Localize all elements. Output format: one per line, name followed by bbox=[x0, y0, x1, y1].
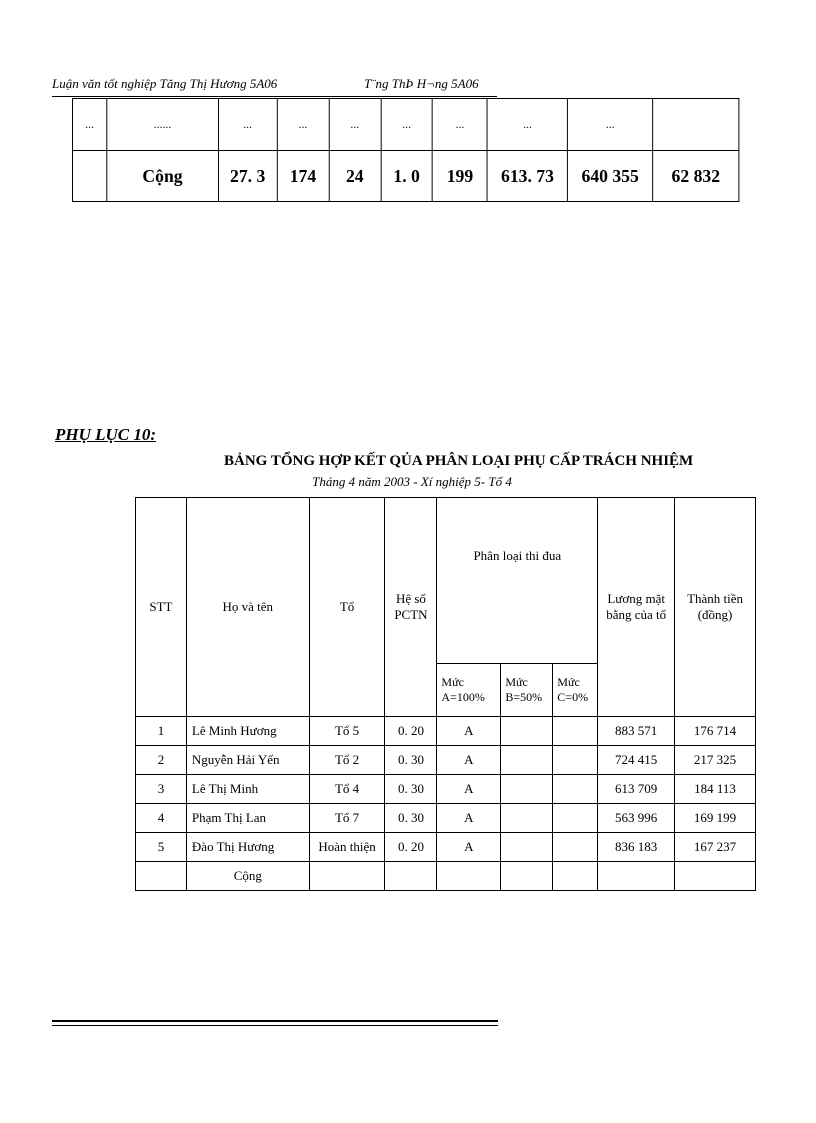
table-row bbox=[136, 717, 756, 746]
cell-team: Tổ 4 bbox=[309, 775, 385, 804]
table-cell: 199 bbox=[433, 151, 488, 202]
cell-amount: 169 199 bbox=[675, 804, 756, 833]
cell-stt: 5 bbox=[136, 833, 187, 862]
table-cell bbox=[598, 862, 675, 891]
header-ranking: Phân loại thi đua bbox=[437, 498, 598, 664]
table-title: BẢNG TỔNG HỢP KẾT QỦA PHÂN LOẠI PHỤ CẤP TRÁCH NHIỆM bbox=[224, 453, 694, 469]
cell-amount: 167 237 bbox=[675, 833, 756, 862]
table-cell: 1. 0 bbox=[381, 151, 433, 202]
table-cell bbox=[385, 862, 437, 891]
cell-level-a: A bbox=[437, 717, 501, 746]
table-subtitle: Tháng 4 năm 2003 - Xí nghiệp 5- Tổ 4 bbox=[312, 474, 512, 489]
cell-level-c bbox=[553, 804, 598, 833]
table-cell bbox=[309, 862, 385, 891]
continuation-table bbox=[72, 98, 739, 202]
cell-stt: 2 bbox=[136, 746, 187, 775]
cell-level-c bbox=[553, 717, 598, 746]
header-divider bbox=[52, 96, 497, 97]
cell-salary: 563 996 bbox=[598, 804, 675, 833]
table-cell: ... bbox=[381, 99, 433, 151]
header-left-text: Luận văn tốt nghiệp Tăng Thị Hương 5A06 bbox=[52, 76, 278, 91]
cell-level-b bbox=[501, 804, 553, 833]
table-cell: ... bbox=[329, 99, 381, 151]
total-label: Cộng bbox=[107, 151, 219, 202]
table-cell: ... bbox=[568, 99, 653, 151]
header-coef: Hệ số PCTN bbox=[385, 498, 437, 717]
table-cell bbox=[501, 862, 553, 891]
cell-coef: 0. 20 bbox=[385, 717, 437, 746]
cell-name: Lê Minh Hương bbox=[186, 717, 309, 746]
cell-level-a: A bbox=[437, 833, 501, 862]
cell-team: Tổ 2 bbox=[309, 746, 385, 775]
cell-salary: 883 571 bbox=[598, 717, 675, 746]
cell-level-b bbox=[501, 833, 553, 862]
table-row bbox=[136, 833, 756, 862]
header-right-text: T¨ng ThÞ H¬ng 5A06 bbox=[364, 76, 479, 91]
cell-level-c bbox=[553, 746, 598, 775]
table-cell: ... bbox=[72, 99, 106, 151]
table-row bbox=[136, 746, 756, 775]
cell-name: Đào Thị Hương bbox=[186, 833, 309, 862]
table-cell bbox=[136, 862, 187, 891]
cell-level-a: A bbox=[437, 775, 501, 804]
appendix-label: PHỤ LỤC 10: bbox=[55, 425, 157, 444]
table-cell: 24 bbox=[329, 151, 381, 202]
total-label: Cộng bbox=[186, 862, 309, 891]
header-level-b: Mức B=50% bbox=[501, 664, 553, 717]
table-cell: 62 832 bbox=[653, 151, 739, 202]
cell-level-a: A bbox=[437, 746, 501, 775]
table-cell: ... bbox=[433, 99, 488, 151]
header-row bbox=[136, 498, 756, 664]
table-cell bbox=[675, 862, 756, 891]
table-row bbox=[136, 775, 756, 804]
cell-level-b bbox=[501, 775, 553, 804]
total-row bbox=[136, 862, 756, 891]
cell-coef: 0. 30 bbox=[385, 775, 437, 804]
footer-divider bbox=[52, 1020, 498, 1026]
cell-name: Phạm Thị Lan bbox=[186, 804, 309, 833]
cell-coef: 0. 20 bbox=[385, 833, 437, 862]
cell-stt: 1 bbox=[136, 717, 187, 746]
cell-team: Hoàn thiện bbox=[309, 833, 385, 862]
table-cell bbox=[653, 99, 739, 151]
table-cell: 613. 73 bbox=[487, 151, 567, 202]
cell-salary: 724 415 bbox=[598, 746, 675, 775]
cell-team: Tổ 5 bbox=[309, 717, 385, 746]
header-salary: Lương mặt bằng của tổ bbox=[598, 498, 675, 717]
cell-team: Tổ 7 bbox=[309, 804, 385, 833]
table-cell: ... bbox=[487, 99, 567, 151]
table-cell bbox=[72, 151, 106, 202]
cell-level-b bbox=[501, 717, 553, 746]
header-stt: STT bbox=[136, 498, 187, 717]
header-level-c: Mức C=0% bbox=[553, 664, 598, 717]
header-amount: Thành tiền (đồng) bbox=[675, 498, 756, 717]
cell-level-a: A bbox=[437, 804, 501, 833]
cell-level-c bbox=[553, 775, 598, 804]
cell-coef: 0. 30 bbox=[385, 746, 437, 775]
header-team: Tổ bbox=[309, 498, 385, 717]
cell-salary: 836 183 bbox=[598, 833, 675, 862]
total-row bbox=[72, 151, 738, 202]
cell-amount: 217 325 bbox=[675, 746, 756, 775]
cell-salary: 613 709 bbox=[598, 775, 675, 804]
table-cell bbox=[437, 862, 501, 891]
header-name: Họ và tên bbox=[186, 498, 309, 717]
cell-stt: 3 bbox=[136, 775, 187, 804]
table-cell bbox=[553, 862, 598, 891]
cell-name: Lê Thị Minh bbox=[186, 775, 309, 804]
table-cell: 174 bbox=[277, 151, 329, 202]
table-row bbox=[72, 99, 738, 151]
cell-amount: 176 714 bbox=[675, 717, 756, 746]
cell-amount: 184 113 bbox=[675, 775, 756, 804]
table-cell: 640 355 bbox=[568, 151, 653, 202]
cell-level-b bbox=[501, 746, 553, 775]
cell-name: Nguyễn Hải Yến bbox=[186, 746, 309, 775]
cell-coef: 0. 30 bbox=[385, 804, 437, 833]
table-cell: ... bbox=[277, 99, 329, 151]
table-row bbox=[136, 804, 756, 833]
header-level-a: Mức A=100% bbox=[437, 664, 501, 717]
cell-level-c bbox=[553, 833, 598, 862]
allowance-table bbox=[135, 497, 756, 891]
table-cell: 27. 3 bbox=[218, 151, 277, 202]
table-cell: ... bbox=[218, 99, 277, 151]
cell-stt: 4 bbox=[136, 804, 187, 833]
table-cell: ...... bbox=[107, 99, 219, 151]
